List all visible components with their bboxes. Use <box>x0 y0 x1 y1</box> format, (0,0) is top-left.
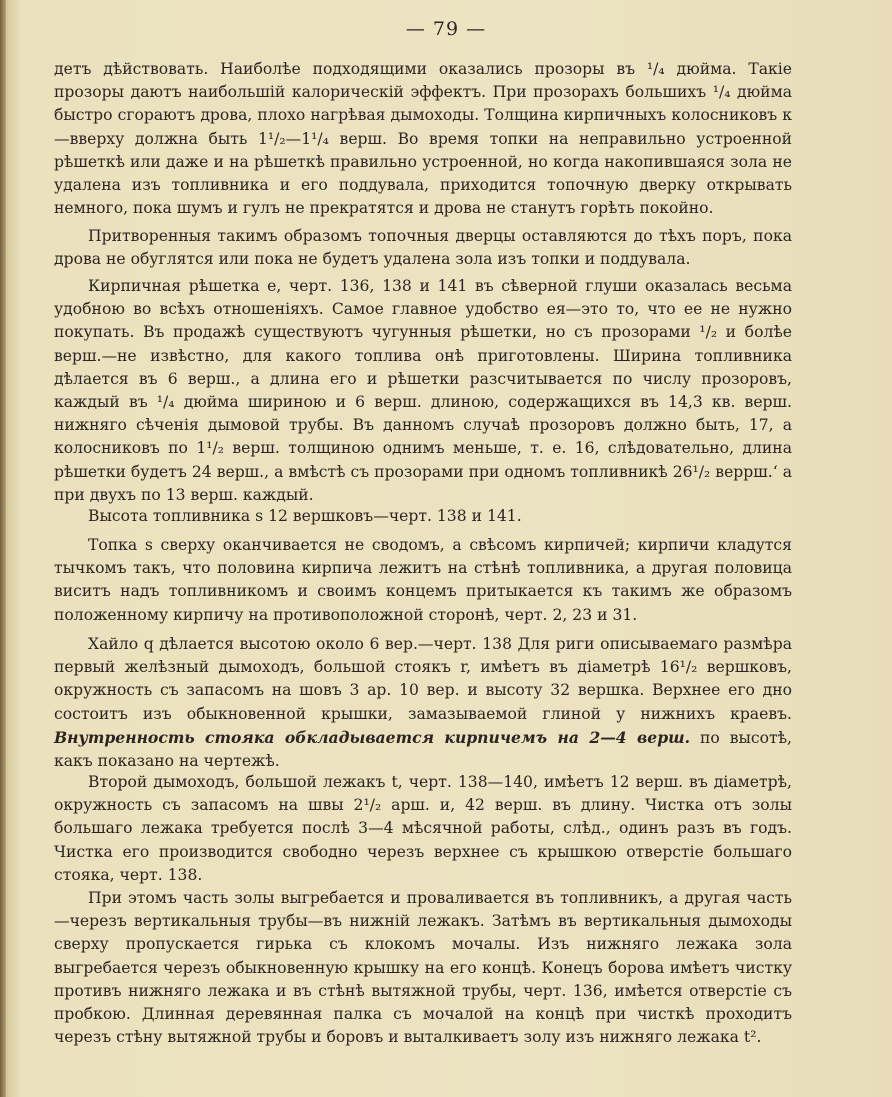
paragraph-2-container <box>54 225 792 271</box>
paragraph-8-container <box>54 887 792 1049</box>
paragraph-6-emphasis: Внутренность стояка обкладывается кирпичемъ на 2—4 верш. <box>54 727 691 747</box>
paragraph-7: Второй дымоходъ, большой лежакъ t, черт. 138—140, имѣетъ 12 верш. въ діаметрѣ, окружность съ запасомъ на швы 2¹/₂ арш. и, 42 верш. въ длину. Чистка отъ золы большаго лежака требуется послѣ 3—4 мѣсячной работы, слѣд., одинъ разъ въ годъ. Чистка его производится свободно черезъ верхнее съ крышкою отверстіе большаго стояка, черт. 138. <box>54 773 792 884</box>
paragraph-6 <box>54 633 792 773</box>
paragraph-6-tail: по высотѣ, какъ показано на чертежѣ. <box>54 728 792 771</box>
page-number: — 79 — <box>405 18 487 40</box>
paragraph-1: детъ дѣйствовать. Наиболѣе подходящими оказались прозоры въ ¹/₄ дюйма. Такіе прозоры даютъ наибольшій калорическій эффектъ. При прозорахъ большихъ ¹/₄ дюйма быстро сгораютъ дрова, плохо нагрѣвая дымоходы. Толщина кирпичныхъ колосниковъ к—вверху должна быть 1¹/₂—1¹/₄ верш. Во время топки на неправильно устроенной рѣшеткѣ или даже и на рѣшеткѣ правильно устроенной, но когда накопившаяся зола не удалена изъ топливника и его поддувала, приходится топочную дверку открывать немного, пока шумъ и гулъ не прекратятся и дрова не станутъ горѣть покойно. <box>54 60 792 218</box>
paragraph-5-container <box>54 534 792 627</box>
paragraph-3-container <box>54 275 792 507</box>
paragraph-3: Кирпичная рѣшетка e, черт. 136, 138 и 141 въ сѣверной глуши оказалась весьма удобною во всѣхъ отношеніяхъ. Самое главное удобство ея—это то, что ее не нужно покупать. Въ продажѣ существуютъ чугунныя рѣшетки, но съ прозорами ¹/₂ и болѣе верш.—не извѣстно, для какого топлива онѣ приготовлены. Ширина топливника дѣлается въ 6 верш., а длина его и рѣшетки разсчитывается по числу прозоровъ, каждый въ ¹/₄ дюйма шириною и 6 верш. длиною, содержащихся въ 14,3 кв. верш. нижняго сѣченія дымовой трубы. Въ данномъ случаѣ прозоровъ должно быть, 17, а колосниковъ по 1¹/₂ верш. толщиною однимъ меньше, т. е. 16, слѣдовательно, длина рѣшетки будетъ 24 верш., а вмѣстѣ съ прозорами при одномъ топливникѣ 26¹/₂ веррш.‘ а при двухъ по 13 верш. каждый. <box>54 277 792 504</box>
paragraph-6-container <box>54 633 792 773</box>
paragraph-5: Топка s сверху оканчивается не сводомъ, а свѣсомъ кирпичей; кирпичи кладутся тычкомъ такъ, что половина кирпича лежитъ на стѣнѣ топливника, а другая половица виситъ надъ топливникомъ и своимъ концемъ притыкается къ такимъ же образомъ положенному кирпичу на противоположной сторонѣ, черт. 2, 23 и 31. <box>54 536 792 624</box>
paragraph-4: Высота топливника s 12 вершковъ—черт. 138 и 141. <box>88 507 522 525</box>
paragraph-2: Притворенныя такимъ образомъ топочныя дверцы оставляются до тѣхъ поръ, пока дрова не обуглятся или пока не будетъ удалена зола изъ топки и поддувала. <box>54 227 792 269</box>
paragraph-8: При этомъ часть золы выгребается и проваливается въ топливникъ, а другая часть—черезъ вертикальныя трубы—въ нижній лежакъ. Затѣмъ въ вертикальныя дымоходы сверху пропускается гирька съ клокомъ мочалы. Изъ нижняго лежака зола выгребается черезъ обыкновенную крышку на его концѣ. Конецъ борова имѣетъ чистку противъ нижняго лежака и въ стѣнѣ вытяжной трубы, черт. 136, имѣется отверстіе съ пробкою. Длинная деревянная палка съ мочалой на концѣ при чисткѣ проходитъ черезъ стѣну вытяжной трубы и боровъ и выталкиваетъ золу изъ нижняго лежака t². <box>54 889 792 1047</box>
paragraph-7-container <box>54 771 792 887</box>
paragraph-6-text: Хайло q дѣлается высотою около 6 вер.—черт. 138 Для риги описываемаго размѣра первый желѣзный дымоходъ, большой стоякъ r, имѣетъ въ діаметрѣ 16¹/₂ вершковъ, окружность съ запасомъ на шовъ 3 ар. 10 вер. и высоту 32 вершка. Верхнее его дно состоитъ изъ обыкновенной крышки, замазываемой глиной у нижнихъ краевъ. <box>54 635 792 723</box>
paragraph-4-container <box>54 505 792 528</box>
paragraph-1-container <box>54 58 792 220</box>
book-spine-shadow <box>0 0 6 1097</box>
